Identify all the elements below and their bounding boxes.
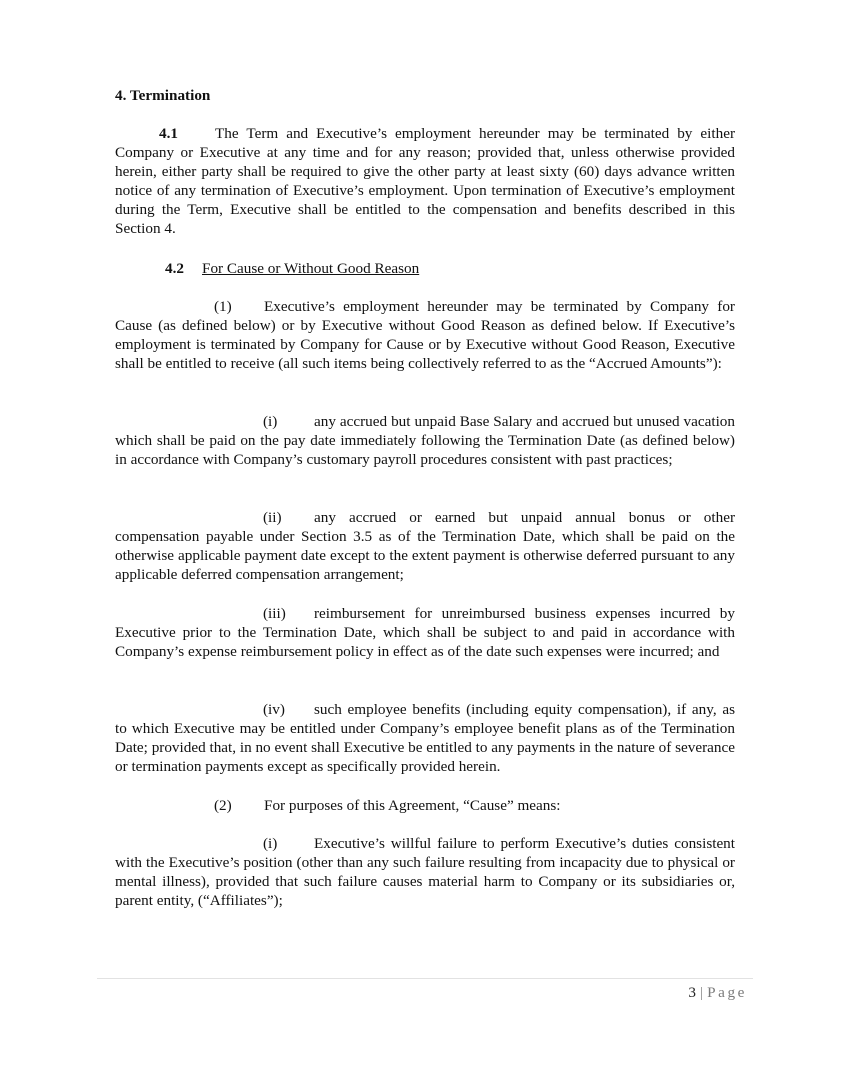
paragraph-text: any accrued but unpaid Base Salary and accrued but unused vacation which shall be paid on the pay date immediately following the Termination Date (as defined below) in accordance with Company’s customary payroll procedures consistent with past practices; — [115, 413, 735, 469]
page-label: Page — [707, 984, 747, 1001]
paragraph-number: (2) — [214, 797, 232, 814]
paragraph-text: such employee benefits (including equity compensation), if any, as to which Executive may be entitled under Company’s employee benefit plans as of the Termination Date; provided that, in no event shall Executive be entitled to any payments in the nature of severance or termination payments except as specifically provided herein. — [115, 701, 735, 776]
footer-separator: | — [700, 984, 704, 1001]
paragraph-2-i — [115, 834, 735, 910]
paragraph-text: any accrued or earned but unpaid annual bonus or other compensation payable under Section 3.5 as of the Termination Date, which shall be paid on the otherwise applicable payment date except to the extent payment is otherwise deferred pursuant to any applicable deferred compensation arrangement; — [115, 509, 735, 584]
paragraph-number: (i) — [263, 835, 278, 852]
paragraph-text: The Term and Executive’s employment hereunder may be terminated by either Company or Executive at any time and for any reason; provided that, unless otherwise provided herein, either party shall be required to give the other party at least sixty (60) days advance written notice of any termination of Executive’s employment. Upon termination of Executive’s employment during the Term, Executive shall be entitled to the compensation and benefits described in this Section 4. — [115, 125, 735, 238]
paragraph-number: (i) — [263, 413, 278, 430]
paragraph-number: 4.1 — [159, 125, 178, 142]
paragraph-1 — [115, 297, 735, 373]
paragraph-2 — [115, 796, 735, 815]
paragraph-1-ii — [115, 508, 735, 584]
paragraph-1-iv — [115, 700, 735, 776]
paragraph-number: (ii) — [263, 509, 282, 526]
paragraph-number: 4.2 — [165, 260, 184, 277]
paragraph-text: For purposes of this Agreement, “Cause” means: — [264, 797, 561, 814]
paragraph-1-iii — [115, 604, 735, 661]
paragraph-4-2 — [115, 259, 735, 278]
paragraph-number: (1) — [214, 298, 232, 315]
page-number: 3 — [688, 984, 697, 1001]
paragraph-number: (iii) — [263, 605, 286, 622]
paragraph-text: reimbursement for unreimbursed business expenses incurred by Executive prior to the Termination Date, which shall be subject to and paid in accordance with Company’s expense reimbursement policy in effect as of the date such expenses were incurred; and — [115, 605, 735, 661]
page-footer — [688, 983, 747, 1002]
section-heading: 4. Termination — [115, 87, 211, 104]
footer-divider — [97, 978, 753, 979]
paragraph-number: (iv) — [263, 701, 285, 718]
paragraph-text: Executive’s willful failure to perform Executive’s duties consistent with the Executive’s position (other than any such failure resulting from incapacity due to physical or mental illness), provided that such failure causes material harm to Company or its subsidiaries or, parent entity, (“Affiliates”); — [115, 835, 735, 910]
subsection-title: For Cause or Without Good Reason — [202, 260, 420, 277]
paragraph-text: Executive’s employment hereunder may be terminated by Company for Cause (as defined below) or by Executive without Good Reason as defined below. If Executive’s employment is terminated by Company for Cause or by Executive without Good Reason, Executive shall be entitled to receive (all such items being collectively referred to as the “Accrued Amounts”): — [115, 298, 735, 373]
paragraph-1-i — [115, 412, 735, 469]
paragraph-4-1 — [115, 124, 735, 239]
